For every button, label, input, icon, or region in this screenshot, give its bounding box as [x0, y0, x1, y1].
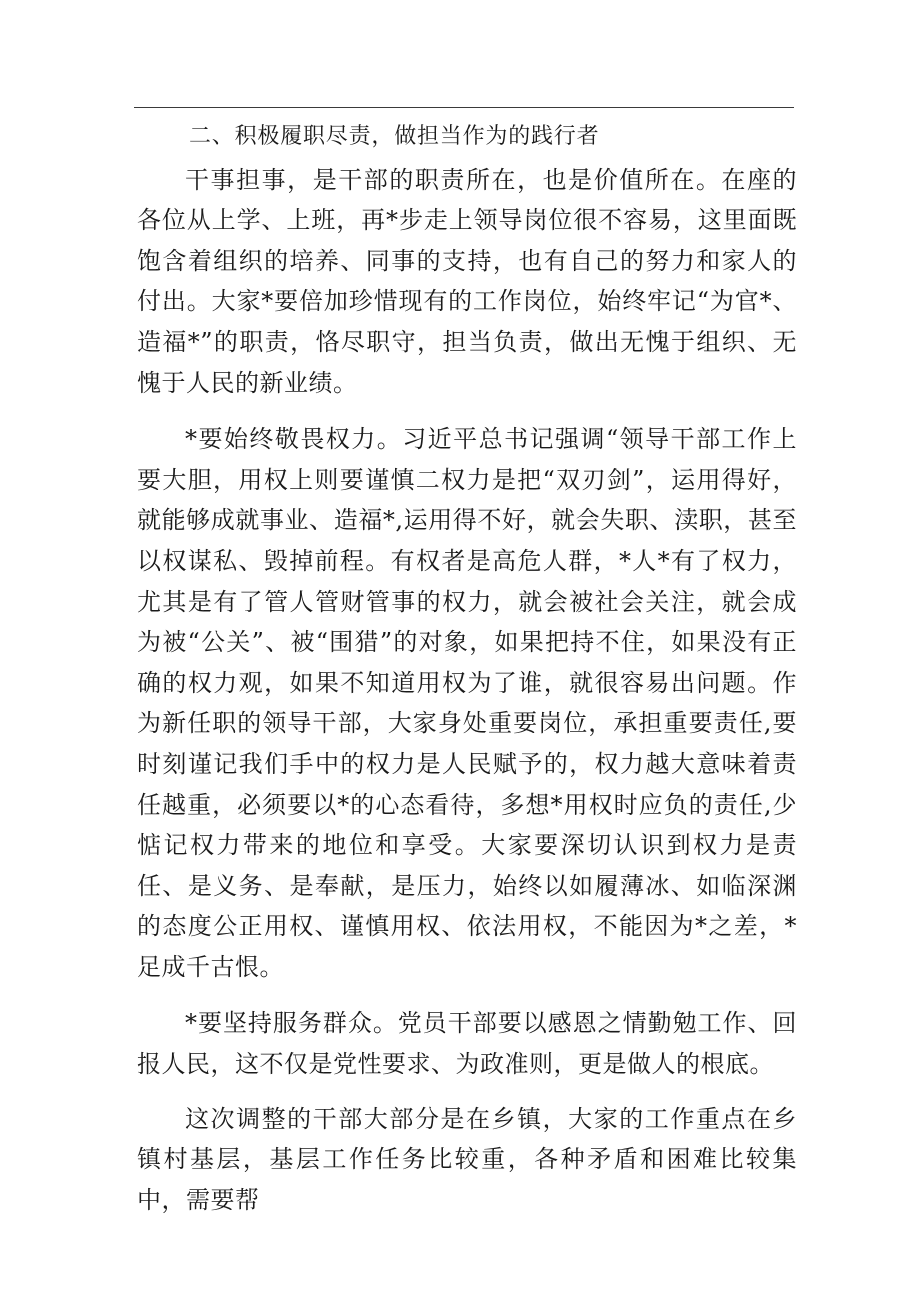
section-heading: 二、积极履职尽责，做担当作为的践行者: [189, 124, 600, 149]
header-rule: [134, 107, 794, 108]
paragraph: *要始终敬畏权力。习近平总书记强调“领导干部工作上要大胆，用权上则要谨慎二权力是把“双刃剑”，运用得好，就能够成就事业、造福*,运用得不好，就会失职、渎职，甚至以权谋私、毁掉前程。有权者是高危人群，*人*有了权力，尤其是有了管人管财管事的权力，就会被社会关注，就会成为被“公关”、被“围猎”的对象，如果把持不住，如果没有正确的权力观，如果不知道用权为了谁，就很容易出问题。作为新任职的领导干部，大家身处重要岗位，承担重要责任,要时刻谨记我们手中的权力是人民赋予的，权力越大意味着责任越重，必须要以*的心态看待，多想*用权时应负的责任,少惦记权力带来的地位和享受。大家要深切认识到权力是责任、是义务、是奉献，是压力，始终以如履薄冰、如临深渊的态度公正用权、谨慎用权、依法用权，不能因为*之差，*足成千古恨。: [137, 425, 797, 981]
paragraph: 干事担事，是干部的职责所在，也是价值所在。在座的各位从上学、上班，再*步走上领导岗位很不容易，这里面既饱含着组织的培养、同事的支持，也有自己的努力和家人的付出。大家*要倍加珍惜现有的工作岗位，始终牢记“为官*、造福*”的职责，恪尽职守，担当负责，做出无愧于组织、无愧于人民的新业绩。: [137, 165, 797, 397]
paragraph: *要坚持服务群众。党员干部要以感恩之情勤勉工作、回报人民，这不仅是党性要求、为政准则，更是做人的根底。: [137, 1009, 797, 1079]
document-body: [137, 117, 797, 1220]
paragraph: 这次调整的干部大部分是在乡镇，大家的工作重点在乡镇村基层，基层工作任务比较重，各种矛盾和困难比较集中，需要帮: [137, 1104, 797, 1214]
